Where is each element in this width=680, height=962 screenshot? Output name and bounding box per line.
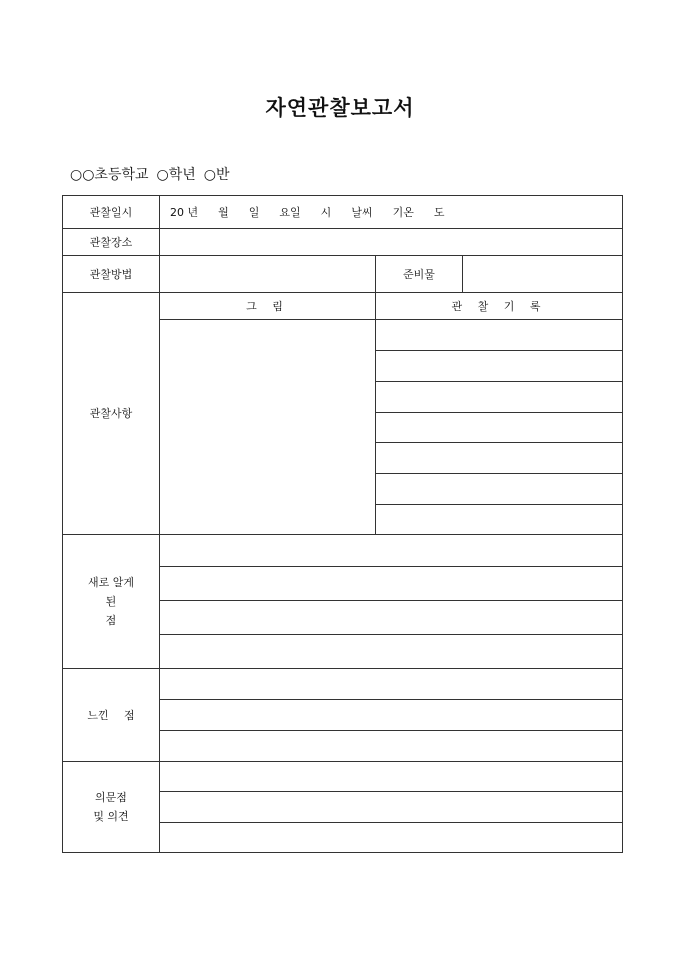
class-field: ○반 [203,167,230,183]
supplies-field[interactable] [463,256,623,293]
felt-line[interactable] [160,731,623,762]
learned-line[interactable] [160,567,623,601]
date-weekday: 요일 [279,206,301,219]
date-weather: 날씨 [351,206,373,219]
date-field[interactable] [160,196,623,229]
date-temperature: 기온 [392,206,414,219]
document-title: 자연관찰보고서 [265,96,415,120]
observation-report-table [62,195,623,853]
record-line[interactable] [376,382,623,413]
felt-label: 느낀 점 [63,669,160,762]
date-degree: 도 [433,206,445,219]
questions-label [63,762,160,853]
learned-label-line1: 새로 알게 [87,576,134,589]
record-line[interactable] [376,474,623,505]
questions-line[interactable] [160,762,623,792]
questions-label-line2: 및 의견 [93,810,129,823]
date-parts [170,204,622,220]
details-label: 관찰사항 [63,293,160,535]
questions-line[interactable] [160,823,623,853]
place-label: 관찰장소 [63,229,160,256]
grade-field: ○학년 [156,167,196,183]
learned-line[interactable] [160,635,623,669]
questions-label-line1: 의문점 [95,791,127,804]
record-line[interactable] [376,351,623,382]
drawing-area[interactable] [160,320,376,535]
place-field[interactable] [160,229,623,256]
felt-line[interactable] [160,669,623,700]
supplies-label: 준비물 [376,256,463,293]
questions-line[interactable] [160,792,623,823]
school-info-line [70,164,238,184]
learned-label [63,535,160,669]
method-label: 관찰방법 [63,256,160,293]
drawing-header: 그 림 [160,293,376,320]
felt-line[interactable] [160,700,623,731]
record-line[interactable] [376,320,623,351]
learned-label-line2: 된 점 [105,595,135,627]
record-line[interactable] [376,505,623,535]
date-label: 관찰일시 [63,196,160,229]
date-month: 월 [218,206,229,219]
date-day: 일 [248,206,260,219]
date-hour: 시 [320,206,332,219]
date-year: 20 년 [170,206,199,219]
record-header: 관 찰 기 록 [376,293,623,320]
learned-line[interactable] [160,601,623,635]
record-line[interactable] [376,443,623,474]
learned-line[interactable] [160,535,623,567]
method-field[interactable] [160,256,376,293]
record-line[interactable] [376,413,623,443]
school-name: ○○초등학교 [70,167,149,183]
